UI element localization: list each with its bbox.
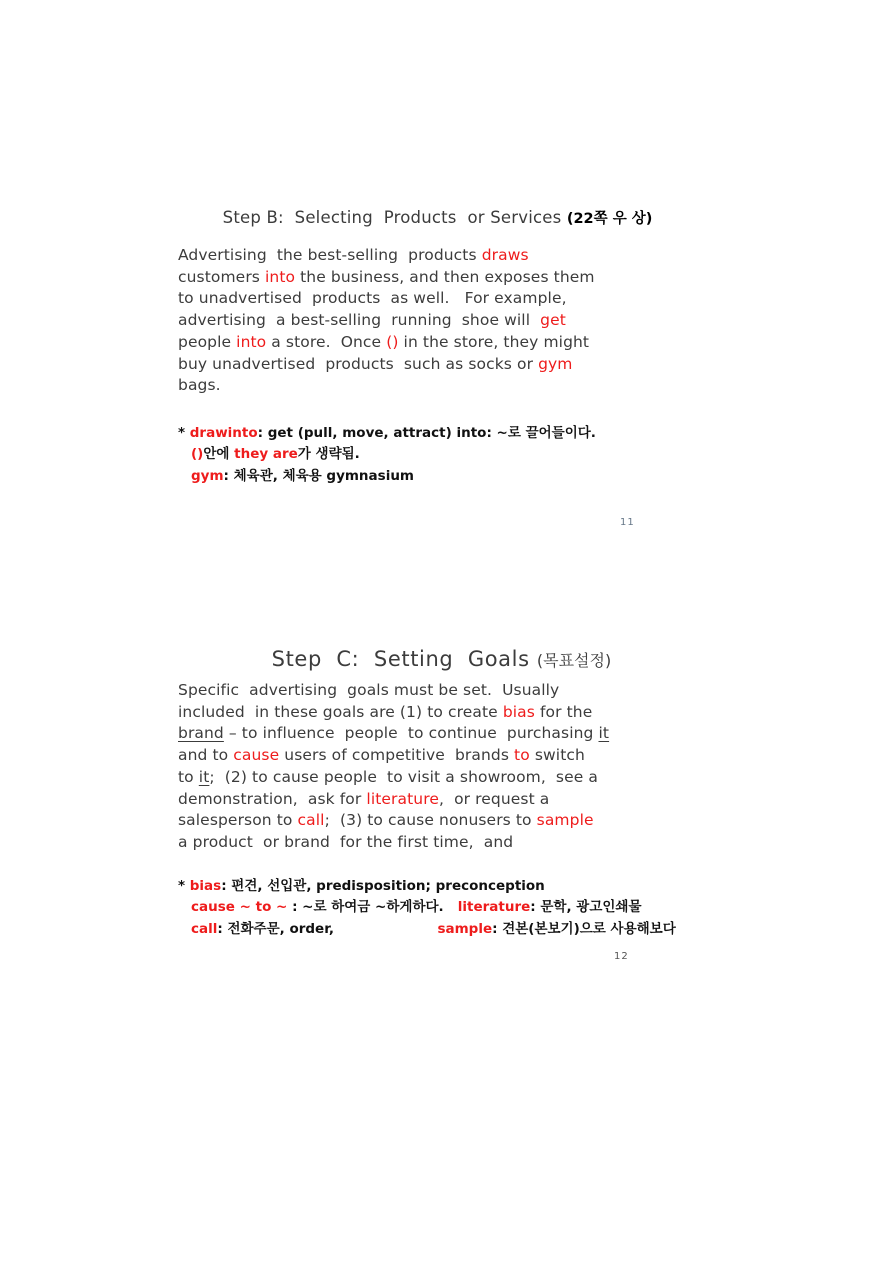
red-highlight-text: into <box>265 267 296 286</box>
text-segment: bags. <box>178 376 221 395</box>
text-line <box>178 423 596 444</box>
text-segment: : ~로 하여금 ~하게하다. <box>287 899 458 916</box>
text-line <box>178 310 595 332</box>
red-highlight-text: they are <box>234 446 298 463</box>
text-line <box>178 375 595 397</box>
slide-title-text: Step B: Selecting Products or Services <box>222 208 567 227</box>
text-segment: – to influence people to continue purchasing <box>223 724 599 743</box>
red-highlight-text: cause ~ to ~ <box>191 899 288 916</box>
text-segment: customers <box>178 267 265 286</box>
text-segment: 가 생략됨. <box>297 446 360 463</box>
red-highlight-text: into <box>236 332 267 351</box>
text-segment: : get (pull, move, attract) into: ~로 끌어들이다. <box>257 425 596 441</box>
text-line <box>178 789 609 811</box>
text-segment: a product or brand for the first time, and <box>178 832 514 851</box>
text-segment: included in these goals are (1) to create <box>178 702 503 721</box>
page-number: 11 <box>620 517 635 528</box>
underlined-text: it <box>198 767 210 786</box>
underlined-text: it <box>598 724 610 743</box>
text-line <box>178 444 596 465</box>
body-paragraph <box>178 680 609 854</box>
red-highlight-text: gym <box>191 467 224 484</box>
text-line <box>178 680 609 702</box>
text-segment: * <box>178 878 190 894</box>
red-highlight-text: literature <box>366 789 439 808</box>
text-segment: to <box>178 767 199 786</box>
text-segment: for the <box>534 702 593 721</box>
text-segment: advertising a best-selling running shoe will <box>178 311 541 330</box>
text-line <box>178 332 595 354</box>
text-line <box>178 767 609 789</box>
text-segment: and to <box>178 746 234 765</box>
text-line <box>178 245 595 267</box>
text-segment: Advertising the best-selling products <box>178 246 482 264</box>
text-segment: demonstration, ask for <box>178 789 367 808</box>
text-segment: : 체육관, 체육용 gymnasium <box>223 467 414 484</box>
text-segment: ; (3) to cause nonusers to <box>324 811 537 830</box>
text-segment: in the store, they might <box>398 332 590 351</box>
text-segment: users of competitive brands <box>279 746 515 765</box>
text-line <box>178 702 609 724</box>
red-highlight-text: call <box>191 920 218 937</box>
red-highlight-text: cause <box>233 746 280 765</box>
red-highlight-text: sample <box>536 811 594 830</box>
text-segment: the business, and then exposes them <box>295 267 595 286</box>
text-segment: buy unadvertised products such as socks or <box>178 354 539 373</box>
text-segment: switch <box>529 746 585 765</box>
slide-title-suffix-korean: (22쪽 우 상) <box>566 211 653 227</box>
text-segment: 안에 <box>203 446 235 463</box>
text-segment: to unadvertised products as well. For example, <box>178 289 567 308</box>
red-highlight-text: () <box>191 446 204 463</box>
text-segment <box>334 921 437 937</box>
text-segment: : 전화주문, order, <box>217 920 335 937</box>
vocab-notes <box>178 423 596 487</box>
body-paragraph <box>178 245 595 397</box>
red-highlight-text: sample <box>437 920 493 937</box>
text-line <box>178 288 595 310</box>
text-line <box>178 810 609 832</box>
text-line <box>178 466 596 487</box>
text-segment: a store. Once <box>266 332 387 351</box>
text-line <box>178 723 609 745</box>
red-highlight-text: gym <box>538 354 573 373</box>
text-line <box>178 745 609 767</box>
text-line <box>178 897 676 918</box>
text-line <box>178 267 595 289</box>
text-segment: Specific advertising goals must be set. Usually <box>178 681 560 699</box>
page-number: 12 <box>614 951 629 962</box>
vocab-notes <box>178 876 676 940</box>
slide-title <box>190 188 652 247</box>
text-segment: salesperson to <box>178 811 298 830</box>
text-segment: people <box>178 332 237 351</box>
red-highlight-text: call <box>297 811 325 830</box>
red-highlight-text: to <box>514 746 530 765</box>
red-highlight-text: drawinto <box>189 425 258 441</box>
red-highlight-text: bias <box>502 702 535 721</box>
red-highlight-text: get <box>540 311 566 330</box>
text-segment: ; (2) to cause people to visit a showroom, see a <box>209 767 599 786</box>
slide-title-text: Step C: Setting Goals <box>271 647 537 671</box>
text-segment: : 견본(본보기)으로 사용해보다 <box>492 920 676 937</box>
red-highlight-text: bias <box>189 878 222 894</box>
text-segment: , or request a <box>438 789 550 808</box>
text-segment: : 문학, 광고인쇄물 <box>530 899 642 916</box>
text-segment: * <box>178 425 190 441</box>
text-line <box>178 919 676 940</box>
red-highlight-text: literature <box>457 899 531 916</box>
red-highlight-text: draws <box>481 246 529 264</box>
slide-title-suffix-korean: (목표설정) <box>536 651 612 670</box>
text-segment: : 편견, 선입관, predisposition; preconception <box>221 878 545 894</box>
red-highlight-text: () <box>386 332 399 351</box>
underlined-text: brand <box>178 724 224 743</box>
text-line <box>178 832 609 854</box>
text-line <box>178 876 676 897</box>
text-line <box>178 354 595 376</box>
